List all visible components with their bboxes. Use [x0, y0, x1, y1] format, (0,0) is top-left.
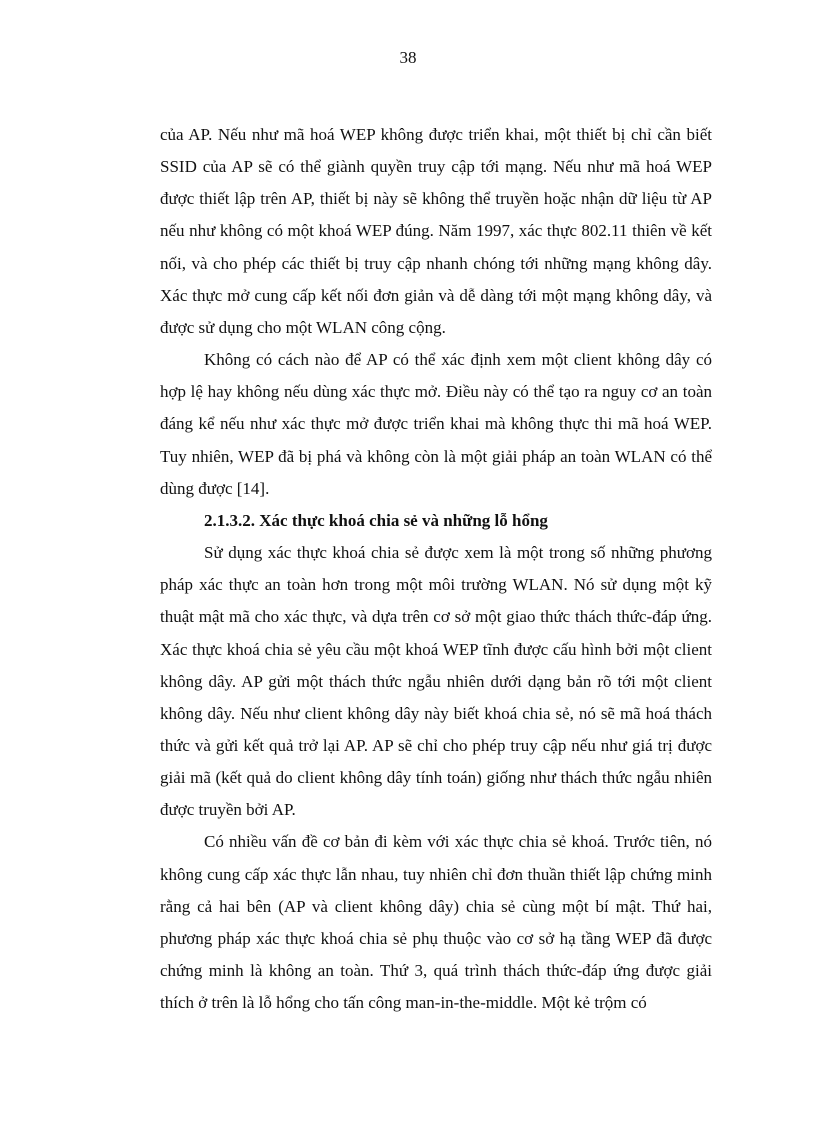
section-heading: 2.1.3.2. Xác thực khoá chia sẻ và những lỗ hổng — [204, 510, 548, 530]
paragraph-shared-key-auth: Sử dụng xác thực khoá chia sẻ được xem là một trong số những phương pháp xác thực an toàn hơn trong một môi trường WLAN. Nó sử dụng một kỹ thuật mật mã cho xác thực, và dựa trên cơ sở một giao thức thách thức-đáp ứng. Xác thực khoá chia sẻ yêu cầu một khoá WEP tĩnh được cấu hình bởi một client không dây. AP gửi một thách thức ngẫu nhiên dưới dạng bản rõ tới một client không dây. Nếu như client không dây này biết khoá chia sẻ, nó sẽ mã hoá thách thức và gửi kết quả trở lại AP. AP sẽ chỉ cho phép truy cập nếu như giá trị được giải mã (kết quả do client không dây tính toán) giống như thách thức ngẫu nhiên được truyền bởi AP. — [160, 543, 712, 820]
page-number: 38 — [399, 48, 417, 67]
paragraph-open-auth-risk: Không có cách nào để AP có thể xác định xem một client không dây có hợp lệ hay không nếu dùng xác thực mở. Điều này có thể tạo ra nguy cơ an toàn đáng kể nếu như xác thực mở được triển khai mà không thực thi mã hoá WEP. Tuy nhiên, WEP đã bị phá và không còn là một giải pháp an toàn WLAN có thể dùng được [14]. — [160, 350, 712, 498]
paragraph-continuation: của AP. Nếu như mã hoá WEP không được triển khai, một thiết bị chỉ cần biết SSID của AP sẽ có thể giành quyền truy cập tới mạng. Nếu như mã hoá WEP được thiết lập trên AP, thiết bị này sẽ không thể truyền hoặc nhận dữ liệu từ AP nếu như không có một khoá WEP đúng. Năm 1997, xác thực 802.11 thiên về kết nối, và cho phép các thiết bị truy cập nhanh chóng tới những mạng không dây. Xác thực mở cung cấp kết nối đơn giản và dễ dàng tới một mạng không dây, và được sử dụng cho một WLAN công cộng. — [160, 125, 712, 337]
paragraph-shared-key-issues: Có nhiều vấn đề cơ bản đi kèm với xác thực chia sẻ khoá. Trước tiên, nó không cung cấp xác thực lẫn nhau, tuy nhiên chỉ đơn thuần thiết lập chứng minh rằng cả hai bên (AP và client không dây) chia sẻ cùng một bí mật. Thứ hai, phương pháp xác thực khoá chia sẻ phụ thuộc vào cơ sở hạ tầng WEP đã được chứng minh là không an toàn. Thứ 3, quá trình thách thức-đáp ứng được giải thích ở trên là lỗ hổng cho tấn công man-in-the-middle. Một kẻ trộm có — [160, 832, 712, 1013]
document-body — [160, 119, 712, 1019]
